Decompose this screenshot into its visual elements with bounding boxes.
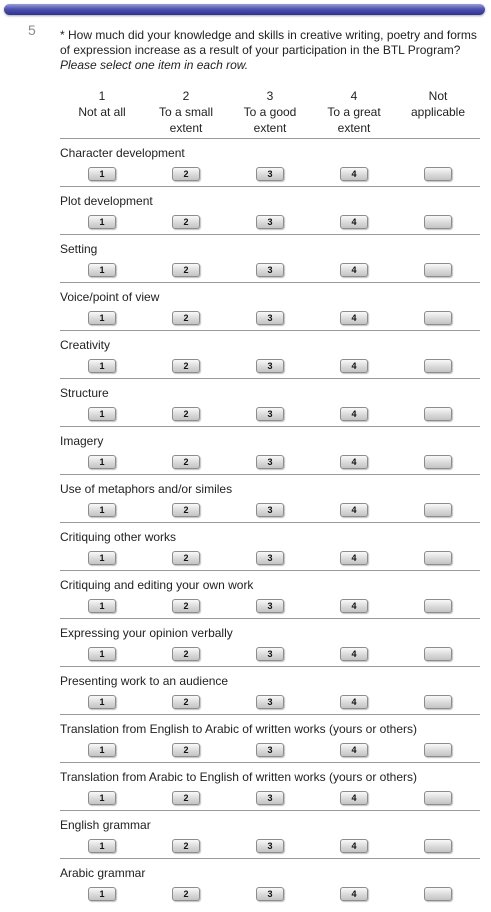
option-button-3[interactable]: 3 <box>256 647 284 661</box>
option-button-2[interactable]: 2 <box>172 455 200 469</box>
matrix-row <box>60 666 480 714</box>
option-button-not-applicable[interactable] <box>424 887 452 901</box>
option-button-4[interactable]: 4 <box>340 167 368 181</box>
scale-label-line2: extent <box>337 121 371 135</box>
option-button-2[interactable]: 2 <box>172 551 200 565</box>
option-button-2[interactable]: 2 <box>172 599 200 613</box>
option-button-2[interactable]: 2 <box>172 167 200 181</box>
option-button-1[interactable]: 1 <box>88 263 116 277</box>
option-button-not-applicable[interactable] <box>424 839 452 853</box>
option-button-1[interactable]: 1 <box>88 167 116 181</box>
option-button-1[interactable]: 1 <box>88 887 116 901</box>
option-button-4[interactable]: 4 <box>340 887 368 901</box>
option-button-2[interactable]: 2 <box>172 647 200 661</box>
option-button-4[interactable]: 4 <box>340 551 368 565</box>
scale-value: 4 <box>350 89 358 103</box>
matrix-row <box>60 618 480 666</box>
matrix-row <box>60 762 480 810</box>
option-button-3[interactable]: 3 <box>256 695 284 709</box>
option-button-3[interactable]: 3 <box>256 407 284 421</box>
option-button-3[interactable]: 3 <box>256 455 284 469</box>
option-button-4[interactable]: 4 <box>340 359 368 373</box>
scale-label: Not <box>428 89 448 103</box>
option-button-2[interactable]: 2 <box>172 263 200 277</box>
scale-label-line2: extent <box>169 121 203 135</box>
option-button-3[interactable]: 3 <box>256 215 284 229</box>
option-button-not-applicable[interactable] <box>424 647 452 661</box>
option-button-2[interactable]: 2 <box>172 695 200 709</box>
row-label: Critiquing other works <box>60 530 177 544</box>
option-button-1[interactable]: 1 <box>88 503 116 517</box>
option-button-not-applicable[interactable] <box>424 791 452 805</box>
option-button-not-applicable[interactable] <box>424 311 452 325</box>
option-button-not-applicable[interactable] <box>424 407 452 421</box>
top-decorative-bar <box>4 4 485 15</box>
row-label: Presenting work to an audience <box>60 674 229 688</box>
option-button-4[interactable]: 4 <box>340 695 368 709</box>
row-label: Plot development <box>60 194 153 208</box>
option-button-2[interactable]: 2 <box>172 407 200 421</box>
matrix-row <box>60 570 480 618</box>
matrix-row <box>60 378 480 426</box>
option-button-not-applicable[interactable] <box>424 167 452 181</box>
option-button-not-applicable[interactable] <box>424 743 452 757</box>
matrix-row <box>60 810 480 858</box>
option-button-4[interactable]: 4 <box>340 791 368 805</box>
option-button-1[interactable]: 1 <box>88 743 116 757</box>
row-label: Translation from English to Arabic of written works (yours or others) <box>60 722 418 736</box>
question-instruction: Please select one item in each row. <box>60 58 249 72</box>
matrix-row <box>60 186 480 234</box>
scale-label: Not at all <box>78 105 126 119</box>
option-button-3[interactable]: 3 <box>256 167 284 181</box>
matrix-row <box>60 522 480 570</box>
option-button-1[interactable]: 1 <box>88 695 116 709</box>
option-button-3[interactable]: 3 <box>256 359 284 373</box>
option-button-2[interactable]: 2 <box>172 359 200 373</box>
option-button-4[interactable]: 4 <box>340 263 368 277</box>
question-number: 5 <box>28 22 36 38</box>
scale-label-line2: applicable <box>410 105 466 119</box>
option-button-3[interactable]: 3 <box>256 887 284 901</box>
option-button-2[interactable]: 2 <box>172 887 200 901</box>
option-button-1[interactable]: 1 <box>88 791 116 805</box>
option-button-2[interactable]: 2 <box>172 743 200 757</box>
option-button-not-applicable[interactable] <box>424 215 452 229</box>
row-label: Translation from Arabic to English of written works (yours or others) <box>60 770 418 784</box>
rating-matrix <box>60 138 480 906</box>
scale-label: To a small <box>158 105 214 119</box>
option-button-4[interactable]: 4 <box>340 839 368 853</box>
option-button-4[interactable]: 4 <box>340 311 368 325</box>
option-button-1[interactable]: 1 <box>88 551 116 565</box>
option-button-3[interactable]: 3 <box>256 839 284 853</box>
row-label: Voice/point of view <box>60 290 160 304</box>
option-button-3[interactable]: 3 <box>256 503 284 517</box>
row-label: Arabic grammar <box>60 866 146 880</box>
option-button-4[interactable]: 4 <box>340 647 368 661</box>
matrix-row <box>60 714 480 762</box>
option-button-4[interactable]: 4 <box>340 743 368 757</box>
option-button-3[interactable]: 3 <box>256 791 284 805</box>
option-button-1[interactable]: 1 <box>88 407 116 421</box>
scale-header <box>60 88 480 138</box>
scale-header-4 <box>312 88 396 136</box>
option-button-4[interactable]: 4 <box>340 215 368 229</box>
scale-value: 2 <box>182 89 190 103</box>
option-button-1[interactable]: 1 <box>88 311 116 325</box>
question-text: * How much did your knowledge and skills in creative writing, poetry and forms of expression increase as a result of your participation in the BTL Program? <box>60 28 477 57</box>
scale-label: To a great <box>327 105 381 119</box>
option-button-1[interactable]: 1 <box>88 839 116 853</box>
option-button-3[interactable]: 3 <box>256 551 284 565</box>
option-button-not-applicable[interactable] <box>424 455 452 469</box>
option-button-not-applicable[interactable] <box>424 359 452 373</box>
option-button-4[interactable]: 4 <box>340 503 368 517</box>
matrix-row <box>60 282 480 330</box>
option-button-2[interactable]: 2 <box>172 791 200 805</box>
scale-header-2 <box>144 88 228 136</box>
row-label: Expressing your opinion verbally <box>60 626 233 640</box>
option-button-1[interactable]: 1 <box>88 455 116 469</box>
row-label: English grammar <box>60 818 151 832</box>
matrix-row <box>60 234 480 282</box>
option-button-1[interactable]: 1 <box>88 215 116 229</box>
option-button-4[interactable]: 4 <box>340 599 368 613</box>
scale-label-line2: extent <box>253 121 287 135</box>
option-button-not-applicable[interactable] <box>424 263 452 277</box>
option-button-3[interactable]: 3 <box>256 311 284 325</box>
row-label: Character development <box>60 146 185 160</box>
option-button-2[interactable]: 2 <box>172 215 200 229</box>
row-label: Creativity <box>60 338 111 352</box>
row-label: Structure <box>60 386 109 400</box>
scale-header-na <box>396 88 480 120</box>
option-button-3[interactable]: 3 <box>256 599 284 613</box>
scale-label: To a good <box>243 105 297 119</box>
option-button-3[interactable]: 3 <box>256 743 284 757</box>
question-prompt <box>60 28 480 73</box>
option-button-1[interactable]: 1 <box>88 647 116 661</box>
scale-value: 3 <box>266 89 274 103</box>
option-button-not-applicable[interactable] <box>424 599 452 613</box>
scale-value: 1 <box>98 89 106 103</box>
option-button-not-applicable[interactable] <box>424 695 452 709</box>
option-button-not-applicable[interactable] <box>424 551 452 565</box>
option-button-2[interactable]: 2 <box>172 311 200 325</box>
scale-header-3 <box>228 88 312 136</box>
option-button-not-applicable[interactable] <box>424 503 452 517</box>
matrix-row <box>60 138 480 186</box>
row-label: Critiquing and editing your own work <box>60 578 254 592</box>
matrix-row <box>60 330 480 378</box>
option-button-4[interactable]: 4 <box>340 407 368 421</box>
option-button-4[interactable]: 4 <box>340 455 368 469</box>
option-button-1[interactable]: 1 <box>88 359 116 373</box>
row-label: Imagery <box>60 434 104 448</box>
row-label: Use of metaphors and/or similes <box>60 482 233 496</box>
scale-header-1 <box>60 88 144 120</box>
matrix-row <box>60 426 480 474</box>
matrix-row <box>60 474 480 522</box>
option-button-1[interactable]: 1 <box>88 599 116 613</box>
option-button-2[interactable]: 2 <box>172 503 200 517</box>
option-button-3[interactable]: 3 <box>256 263 284 277</box>
row-label: Setting <box>60 242 98 256</box>
matrix-row <box>60 858 480 906</box>
option-button-2[interactable]: 2 <box>172 839 200 853</box>
